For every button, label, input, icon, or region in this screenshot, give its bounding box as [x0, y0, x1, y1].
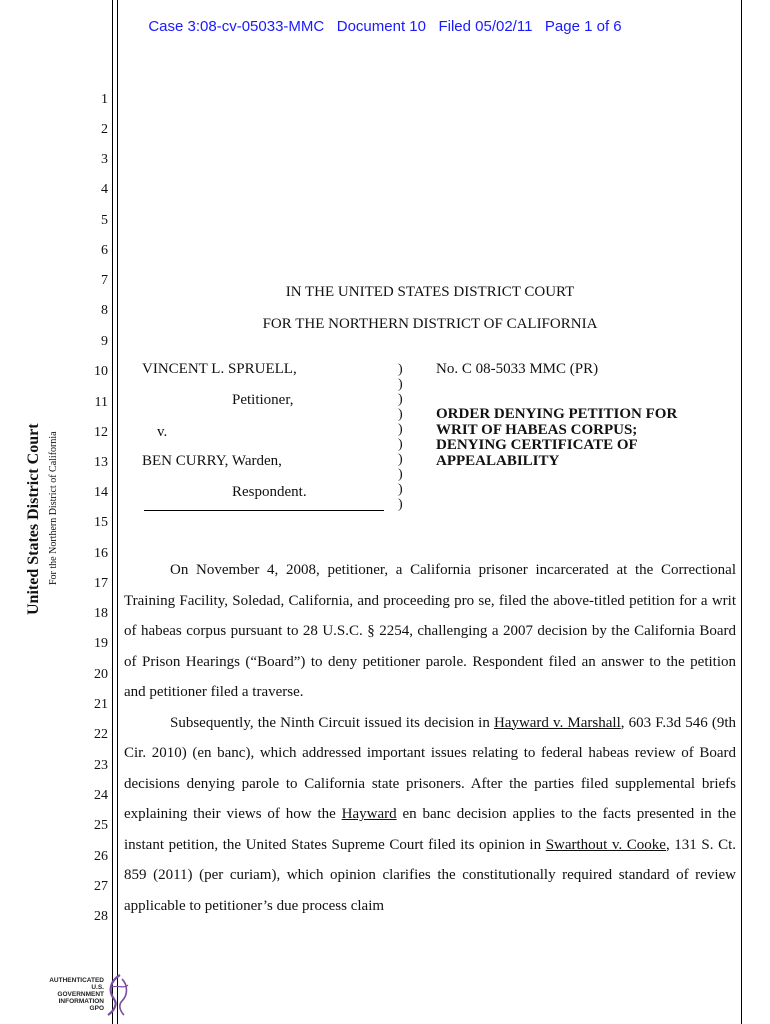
case-number: No. C 08-5033 MMC (PR) [436, 361, 599, 377]
line-number: 8 [101, 303, 108, 318]
gpo-authentication-seal [44, 973, 129, 1018]
line-number: 13 [94, 455, 108, 470]
paragraph-1: On November 4, 2008, petitioner, a California prisoner incarcerated at the Correctional Training Facility, Soledad, California, and proceeding pro se, filed the above-titled petition for a writ of habeas corpus pursuant to 28 U.S.C. § 2254, challenging a 2007 decision by the California Board of Prison Hearings (“Board”) to deny petitioner parole. Respondent filed an answer to the petition and petitioner filed a traverse. [124, 562, 736, 700]
order-body [124, 555, 736, 921]
line-number: 25 [94, 818, 108, 833]
court-title-line2: FOR THE NORTHERN DISTRICT OF CALIFORNIA [262, 316, 598, 332]
order-title: ORDER DENYING PETITION FOR WRIT OF HABEAS CORPUS; DENYING CERTIFICATE OF APPEALABILITY [436, 406, 678, 469]
sidebar-district-name: For the Northern District of California [48, 431, 59, 585]
case-citation-hayward-v-marshall: Hayward v. Marshall [493, 714, 621, 731]
line-number: 5 [101, 213, 108, 228]
line-number: 14 [94, 485, 108, 500]
respondent-name: BEN CURRY, Warden, [142, 453, 282, 469]
line-number: 6 [101, 243, 108, 258]
petitioner-name: VINCENT L. SPRUELL, [142, 361, 297, 377]
versus: v. [157, 424, 168, 440]
caption-underline [144, 510, 384, 511]
line-number: 3 [101, 152, 108, 167]
court-title-line1: IN THE UNITED STATES DISTRICT COURT [285, 284, 575, 300]
line-number: 24 [94, 788, 108, 803]
line-number: 10 [94, 364, 108, 379]
line-number: 17 [94, 576, 108, 591]
paragraph-2: Subsequently, the Ninth Circuit issued its decision in Hayward v. Marshall, 603 F.3d 546 (9th Cir. 2010) (en banc), which addressed important issues relating to federal habeas review of Board decisions denying parole to California state prisoners. After the parties filed supplemental briefs explaining their views of how the Hayward en banc decision applies to the facts presented in the instant petition, the United States Supreme Court filed its opinion in Swarthout v. Cooke, 131 S. Ct. 859 (2011) (per curiam), which opinion clarifies the constitutionally required standard of review applicable to petitioner’s due process claim [124, 714, 736, 914]
petitioner-role: Petitioner, [232, 392, 294, 408]
line-number: 26 [94, 849, 108, 864]
line-number: 7 [101, 273, 108, 288]
line-number: 23 [94, 758, 108, 773]
caption-paren-column: ) ) ) ) ) ) ) ) ) ) [398, 362, 403, 512]
line-number: 16 [94, 546, 108, 561]
line-number: 28 [94, 909, 108, 924]
line-number: 11 [94, 395, 108, 410]
line-number: 22 [94, 727, 108, 742]
document-header: Case 3:08-cv-05033-MMC Document 10 Filed 05/02/11 Page 1 of 6 [148, 18, 622, 35]
eagle-logo-icon [102, 973, 132, 1018]
line-number: 27 [94, 879, 108, 894]
right-margin-rule [741, 0, 742, 1024]
line-number: 1 [101, 92, 108, 107]
left-margin-rule [112, 0, 113, 1024]
line-number: 9 [101, 334, 108, 349]
line-number: 21 [94, 697, 108, 712]
line-number: 15 [94, 515, 108, 530]
case-citation-hayward: Hayward [341, 806, 397, 822]
line-number: 2 [101, 122, 108, 137]
line-number: 20 [94, 667, 108, 682]
sidebar-court-name: United States District Court [25, 423, 42, 615]
case-citation-swarthout-v-cooke: Swarthout v. Cooke [545, 836, 666, 853]
line-number: 18 [94, 606, 108, 621]
line-number: 12 [94, 425, 108, 440]
gpo-seal-text: AUTHENTICATED U.S. GOVERNMENT INFORMATION GPO [49, 977, 104, 1012]
line-number: 19 [94, 636, 108, 651]
line-number: 4 [101, 182, 108, 197]
left-margin-rule-inner [117, 0, 118, 1024]
respondent-role: Respondent. [232, 484, 307, 500]
